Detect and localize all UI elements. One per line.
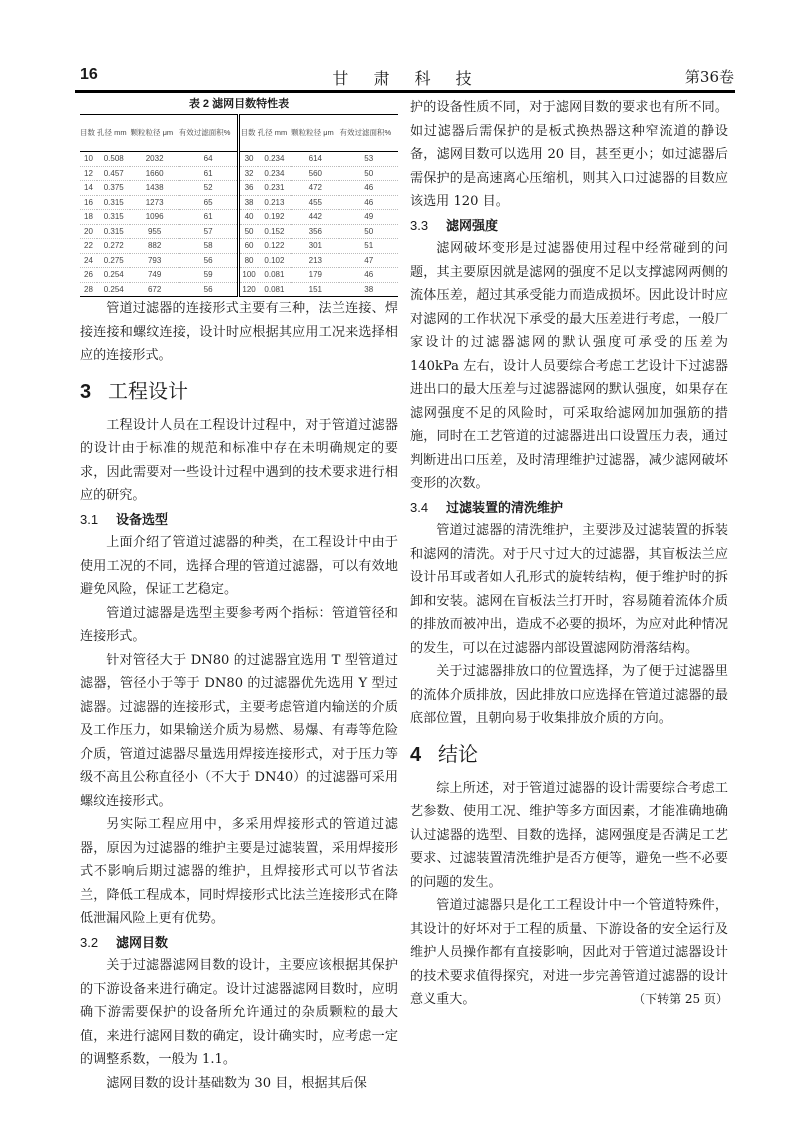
journal-name: 甘 肃 科 技 [332, 69, 482, 88]
table-cell: 0.234 [258, 166, 292, 181]
table-cell: 614 [291, 152, 339, 167]
paragraph: 管道过滤器只是化工工程设计中一个管道特殊件，其设计的好坏对于工程的质量、下游设备的安全运行及维护人员操作都有直接影响，因此对于管道过滤器设计的技术要求值得探究，对进一步完善管道过滤器的设计意义重大。 （下转第 25 页） [410, 894, 728, 1012]
paragraph: 护的设备性质不同，对于滤网目数的要求也有所不同。如过滤器后需保护的是板式换热器这种窄流道的静设备，滤网目数可以选用 20 目，甚至更小；如过滤器后需保护的是高速离心压缩机，则其入口过滤器的目数应该选用 120 目。 [410, 100, 728, 209]
table-cell: 36 [239, 181, 258, 196]
table-cell: 0.213 [258, 195, 292, 210]
paragraph: 管道过滤器是选型主要参考两个指标：管道管径和连接形式。 [80, 605, 398, 644]
table-cell: 26 [80, 268, 97, 283]
table-row [80, 224, 398, 239]
table-cell: 955 [130, 224, 178, 239]
table-row [80, 282, 398, 297]
table-row [80, 181, 398, 196]
table-cell: 14 [80, 181, 97, 196]
table-cell: 0.254 [97, 282, 131, 297]
table-cell: 49 [339, 210, 398, 225]
table-header-cell: 目数 [80, 115, 97, 152]
table-caption: 表 2 滤网目数特性表 [188, 98, 290, 110]
table-row [80, 268, 398, 283]
table-cell: 0.122 [258, 239, 292, 254]
paragraph: 工程设计人员在工程设计过程中，对于管道过滤器的设计由于标准的规范和标准中存在未明确规定的要求，因此需要对一些设计过程中遇到的技术要求进行相应的研究。 [80, 417, 398, 503]
table-cell: 0.315 [97, 224, 131, 239]
mesh-table [80, 114, 398, 297]
table-cell: 46 [339, 268, 398, 283]
subsection-heading: 3.4 过滤装置的清洗维护 [410, 499, 564, 515]
table-cell: 301 [291, 239, 339, 254]
left-column [80, 96, 398, 1095]
table-cell: 356 [291, 224, 339, 239]
table-cell: 442 [291, 210, 339, 225]
table-cell: 749 [130, 268, 178, 283]
paragraph: 针对管径大于 DN80 的过滤器宜选用 T 型管道过滤器，管径小于等于 DN80 的过滤器优先选用 Y 型过滤器。过滤器的连接形式，主要考虑管道内输送的介质及工作压力，如果输送介质为易燃、易爆、有毒等危险介质，管道过滤器尽量选用焊接连接形式，对于压力等级不高且公称直径小（不大于 DN40）的过滤器可采用螺纹连接形式。 [80, 652, 398, 809]
paragraph: 滤网破坏变形是过滤器使用过程中经常碰到的问题，其主要原因就是滤网的强度不足以支撑滤网两侧的流体压差，超过其承受能力而造成损坏。因此设计时应对滤网的工作状况下承受的最大压差进行考虑，一般厂家设计的过滤器滤网的默认强度可承受的压差为 140kPa 左右，设计人员要综合考虑工艺设计下过滤器进出口的最大压差与过滤器滤网的默认强度，如果存在滤网强度不足的风险时，可采取给滤网加加强筋的措施，同时在工艺管道的过滤器进出口设置压力表，通过判断进出口压差，及时清理维护过滤器，减少滤网破坏变形的次数。 [410, 241, 728, 491]
subsection-heading: 3.1 设备选型 [80, 511, 169, 527]
table-cell: 32 [239, 166, 258, 181]
table-cell: 16 [80, 195, 97, 210]
table-header-cell: 颗粒粒径 μm [130, 115, 178, 152]
table-cell: 40 [239, 210, 258, 225]
table-cell: 0.081 [258, 282, 292, 297]
table-row [80, 152, 398, 167]
table-cell: 12 [80, 166, 97, 181]
table-cell: 38 [239, 195, 258, 210]
page-number: 16 [80, 66, 98, 83]
table-cell: 2032 [130, 152, 178, 167]
table-cell: 0.081 [258, 268, 292, 283]
table-cell: 0.272 [97, 239, 131, 254]
running-header [80, 66, 734, 88]
table-cell: 80 [239, 253, 258, 268]
table-header-cell: 有效过滤面积% [179, 115, 239, 152]
volume-label: 第36卷 [684, 68, 734, 86]
paragraph: 关于过滤器滤网目数的设计，主要应该根据其保护的下游设备来进行确定。设计过滤器滤网目数时，应明确下游需要保护的设备所允许通过的杂质颗粒的最大值，来进行滤网目数的确定，设计确实时，应考虑一定的调整系数，一般为 1.1。 [80, 958, 398, 1067]
paragraph: 管道过滤器的连接形式主要有三种，法兰连接、焊接连接和螺纹连接，设计时应根据其应用工况来选择相应的连接形式。 [80, 301, 398, 363]
table-cell: 46 [339, 181, 398, 196]
table-cell: 0.315 [97, 195, 131, 210]
paragraph: 综上所述，对于管道过滤器的设计需要综合考虑工艺参数、使用工况、维护等多方面因素，才能准确地确认过滤器的选型、目数的选择，滤网强度是否满足工艺要求、过滤装置清洗维护是否方便等，避免一些不必要的问题的发生。 [410, 780, 728, 890]
table-cell: 1660 [130, 166, 178, 181]
subsection-heading: 3.2 滤网目数 [80, 934, 169, 950]
table-header-cell: 颗粒粒径 μm [291, 115, 339, 152]
table-cell: 24 [80, 253, 97, 268]
table-cell: 10 [80, 152, 97, 167]
table-cell: 60 [239, 239, 258, 254]
table-cell: 179 [291, 268, 339, 283]
table-row [80, 166, 398, 181]
table-cell: 0.275 [97, 253, 131, 268]
table-cell: 472 [291, 181, 339, 196]
table-cell: 0.231 [258, 181, 292, 196]
table-cell: 20 [80, 224, 97, 239]
table-cell: 64 [179, 152, 239, 167]
table-cell: 61 [179, 166, 239, 181]
table-cell: 672 [130, 282, 178, 297]
subsection-heading: 3.3 滤网强度 [410, 217, 499, 233]
table-cell: 120 [239, 282, 258, 297]
table-cell: 882 [130, 239, 178, 254]
table-cell: 455 [291, 195, 339, 210]
table-cell: 51 [339, 239, 398, 254]
table-cell: 50 [339, 166, 398, 181]
paragraph: 另实际工程应用中，多采用焊接形式的管道过滤器，原因为过滤器的维护主要是过滤装置，采用焊接形式不影响后期过滤器的维护，且焊接形式可以节省法兰，降低工程成本，同时焊接形式比法兰连接形式在降低泄漏风险上更有优势。 [80, 817, 398, 926]
table-cell: 18 [80, 210, 97, 225]
table-cell: 0.234 [258, 152, 292, 167]
paragraph: 关于过滤器排放口的位置选择，为了便于过滤器里的流体介质排放，因此排放口应选择在管道过滤器的最底部位置，且朝向易于收集排放介质的方向。 [410, 664, 728, 726]
table-cell: 1438 [130, 181, 178, 196]
table-cell: 50 [339, 224, 398, 239]
header-rule [75, 90, 735, 93]
table-cell: 0.508 [97, 152, 131, 167]
table-cell: 0.102 [258, 253, 292, 268]
table-cell: 47 [339, 253, 398, 268]
table-header-cell: 目数 [239, 115, 258, 152]
table-cell: 53 [339, 152, 398, 167]
right-column [410, 96, 728, 1012]
table-cell: 151 [291, 282, 339, 297]
paragraph: 管道过滤器的清洗维护，主要涉及过滤装置的拆装和滤网的清洗。对于尺寸过大的过滤器，其盲板法兰应设计吊耳或者如人孔形式的旋转结构，便于维护时的拆卸和安装。滤网在盲板法兰打开时，容易随着流体介质的排放而被冲出，造成不必要的损坏，为应对此种情况的发生，可以在过滤器内部设置滤网防滑落结构。 [410, 523, 728, 656]
table-cell: 793 [130, 253, 178, 268]
section-heading: 3 工程设计 [80, 380, 188, 403]
table-cell: 56 [179, 253, 239, 268]
table-cell: 58 [179, 239, 239, 254]
table-header-cell: 孔径 mm [258, 115, 292, 152]
continued-note: （下转第 25 页） [633, 992, 728, 1006]
table-cell: 0.375 [97, 181, 131, 196]
table-cell: 61 [179, 210, 239, 225]
table-cell: 560 [291, 166, 339, 181]
table-cell: 59 [179, 268, 239, 283]
table-row [80, 239, 398, 254]
table-cell: 38 [339, 282, 398, 297]
paragraph: 上面介绍了管道过滤器的种类，在工程设计中由于使用工况的不同，选择合理的管道过滤器，可以有效地避免风险，保证工艺稳定。 [80, 535, 398, 597]
table-cell: 0.192 [258, 210, 292, 225]
table-cell: 28 [80, 282, 97, 297]
table-cell: 100 [239, 268, 258, 283]
table-cell: 0.457 [97, 166, 131, 181]
table-cell: 57 [179, 224, 239, 239]
table-cell: 50 [239, 224, 258, 239]
paragraph: 滤网目数的设计基础数为 30 目，根据其后保 [106, 1075, 367, 1091]
table-cell: 52 [179, 181, 239, 196]
table-row [80, 253, 398, 268]
table-header-cell: 孔径 mm [97, 115, 131, 152]
table-cell: 213 [291, 253, 339, 268]
table-cell: 0.315 [97, 210, 131, 225]
table-cell: 46 [339, 195, 398, 210]
section-heading: 4 结论 [410, 743, 478, 766]
table-row [80, 210, 398, 225]
table-cell: 65 [179, 195, 239, 210]
table-cell: 22 [80, 239, 97, 254]
table-cell: 0.254 [97, 268, 131, 283]
table-cell: 30 [239, 152, 258, 167]
table-cell: 56 [179, 282, 239, 297]
table-row [80, 195, 398, 210]
table-cell: 1273 [130, 195, 178, 210]
table-header-cell: 有效过滤面积% [339, 115, 398, 152]
table-cell: 0.152 [258, 224, 292, 239]
table-cell: 1096 [130, 210, 178, 225]
